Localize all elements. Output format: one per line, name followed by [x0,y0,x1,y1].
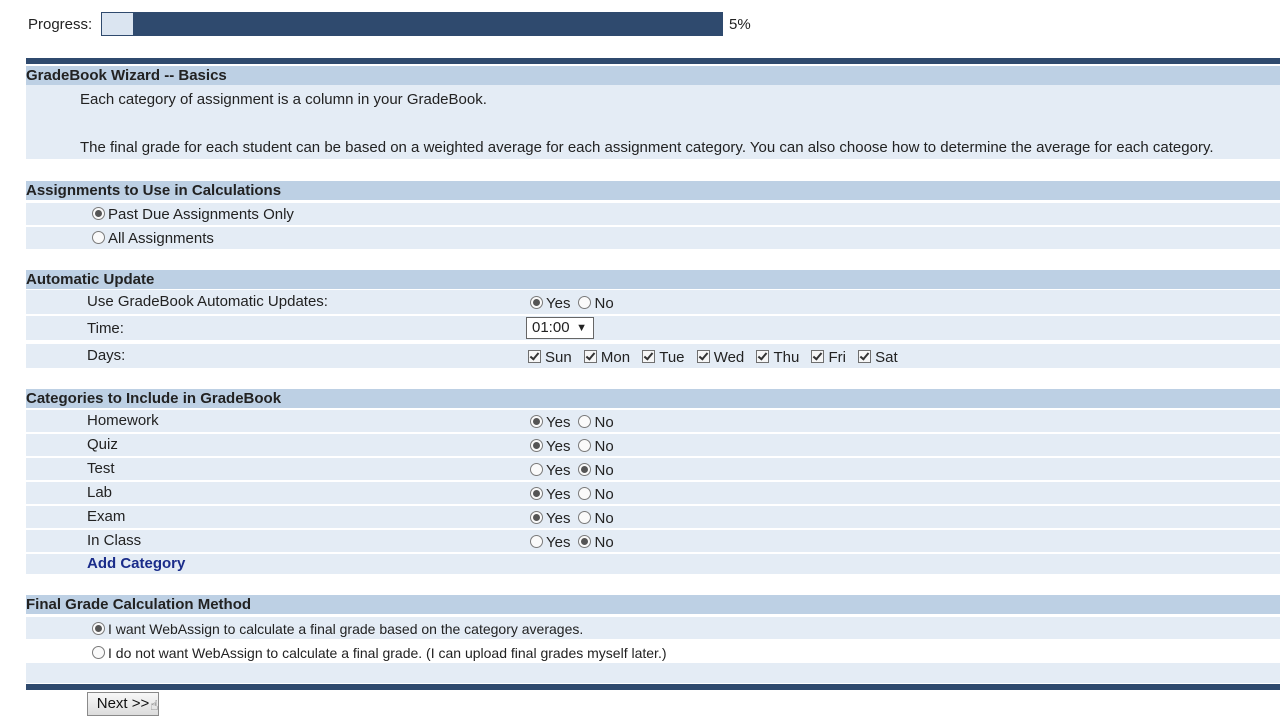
hand-cursor-icon: ☝ [150,697,159,713]
category-name: Exam [87,508,126,525]
days-checkboxes [528,349,906,367]
checkbox-icon[interactable] [858,350,871,363]
day-fri-label: Fri [828,349,846,366]
auto-update-no-label: No [594,295,614,312]
homework-no-radio[interactable] [578,415,591,428]
time-select[interactable] [526,317,594,339]
category-row [26,434,1280,456]
checkbox-icon[interactable] [584,350,597,363]
category-name: Lab [87,484,113,501]
day-thu[interactable] [756,349,799,366]
wizard-line-1: Each category of assignment is a column in your GradeBook. [80,91,487,108]
time-select-value: 01:00 [532,319,570,336]
category-row [26,530,1280,552]
final-grade-calc-label: I want WebAssign to calculate a final grade based on the category averages. [108,621,584,637]
test-yes-radio[interactable] [530,463,543,476]
category-inclass-options [530,534,614,552]
checkbox-icon[interactable] [697,350,710,363]
yes-label: Yes [546,414,571,431]
category-name: Quiz [87,436,118,453]
assignments-section-title: Assignments to Use in Calculations [26,181,1280,200]
category-name: In Class [87,532,142,549]
checkbox-icon[interactable] [756,350,769,363]
progress-label: Progress: [28,16,93,33]
no-label: No [594,510,614,527]
quiz-yes-radio[interactable] [530,439,543,452]
categories-section-title: Categories to Include in GradeBook [26,389,1280,408]
auto-update-yes-label: Yes [546,295,571,312]
category-exam-options [530,510,614,528]
quiz-no-radio[interactable] [578,439,591,452]
inclass-yes-radio[interactable] [530,535,543,548]
progress-fill [102,13,133,35]
day-sat[interactable] [858,349,898,366]
final-grade-calc-radio[interactable] [92,622,105,635]
day-wed[interactable] [697,349,745,366]
no-label: No [594,534,614,551]
wizard-line-2: The final grade for each student can be based on a weighted average for each assignment category. You can also choose how to determine the average for each category. [80,139,1214,156]
category-name: Test [87,460,115,477]
yes-label: Yes [546,486,571,503]
next-button[interactable]: Next >> [87,692,159,716]
lab-yes-radio[interactable] [530,487,543,500]
all-assignments-label: All Assignments [108,230,214,247]
final-grade-nocalc-label: I do not want WebAssign to calculate a final grade. (I can upload final grades myself later.) [108,645,667,661]
no-label: No [594,414,614,431]
past-due-option[interactable] [92,206,294,224]
final-grade-nocalc-radio[interactable] [92,646,105,659]
no-label: No [594,462,614,479]
category-quiz-options [530,438,614,456]
inclass-no-radio[interactable] [578,535,591,548]
category-row [26,482,1280,504]
category-name: Homework [87,412,159,429]
all-assignments-option[interactable] [92,230,214,248]
add-category-link[interactable]: Add Category [87,555,186,572]
day-mon[interactable] [584,349,630,366]
days-label: Days: [87,347,126,364]
all-assignments-radio[interactable] [92,231,105,244]
past-due-radio[interactable] [92,207,105,220]
category-test-options [530,462,614,480]
checkbox-icon[interactable] [528,350,541,363]
yes-label: Yes [546,438,571,455]
auto-update-yes-radio[interactable] [530,296,543,309]
category-row [26,410,1280,432]
final-grade-section-title: Final Grade Calculation Method [26,595,1280,614]
day-sun[interactable] [528,349,572,366]
test-no-radio[interactable] [578,463,591,476]
auto-update-row-2 [26,316,1280,340]
homework-yes-radio[interactable] [530,415,543,428]
lab-no-radio[interactable] [578,487,591,500]
day-sun-label: Sun [545,349,572,366]
auto-update-options [530,295,614,313]
yes-label: Yes [546,534,571,551]
use-auto-update-label: Use GradeBook Automatic Updates: [87,293,328,310]
auto-update-section-title: Automatic Update [26,270,1280,289]
category-row [26,506,1280,528]
final-grade-option-1[interactable] [92,620,583,638]
final-grade-spacer [26,663,1280,683]
assignments-row-2 [26,227,1280,249]
bottom-divider [26,684,1280,690]
final-grade-option-2[interactable] [92,644,667,662]
dropdown-arrow-icon: ▼ [576,322,587,334]
day-tue-label: Tue [659,349,685,366]
exam-no-radio[interactable] [578,511,591,524]
day-thu-label: Thu [773,349,800,366]
progress-bar [101,12,723,36]
checkbox-icon[interactable] [811,350,824,363]
yes-label: Yes [546,510,571,527]
progress-value: 5% [729,16,751,33]
category-homework-options [530,414,614,432]
category-row [26,458,1280,480]
day-tue[interactable] [642,349,684,366]
no-label: No [594,438,614,455]
time-label: Time: [87,320,124,337]
day-mon-label: Mon [600,349,631,366]
category-lab-options [530,486,614,504]
top-divider [26,58,1280,64]
add-category-row [26,554,1280,574]
yes-label: Yes [546,462,571,479]
exam-yes-radio[interactable] [530,511,543,524]
checkbox-icon[interactable] [642,350,655,363]
day-sat-label: Sat [875,349,898,366]
day-fri[interactable] [811,349,846,366]
wizard-title: GradeBook Wizard -- Basics [26,66,1280,85]
day-wed-label: Wed [713,349,745,366]
auto-update-no-radio[interactable] [578,296,591,309]
past-due-label: Past Due Assignments Only [108,206,294,223]
no-label: No [594,486,614,503]
